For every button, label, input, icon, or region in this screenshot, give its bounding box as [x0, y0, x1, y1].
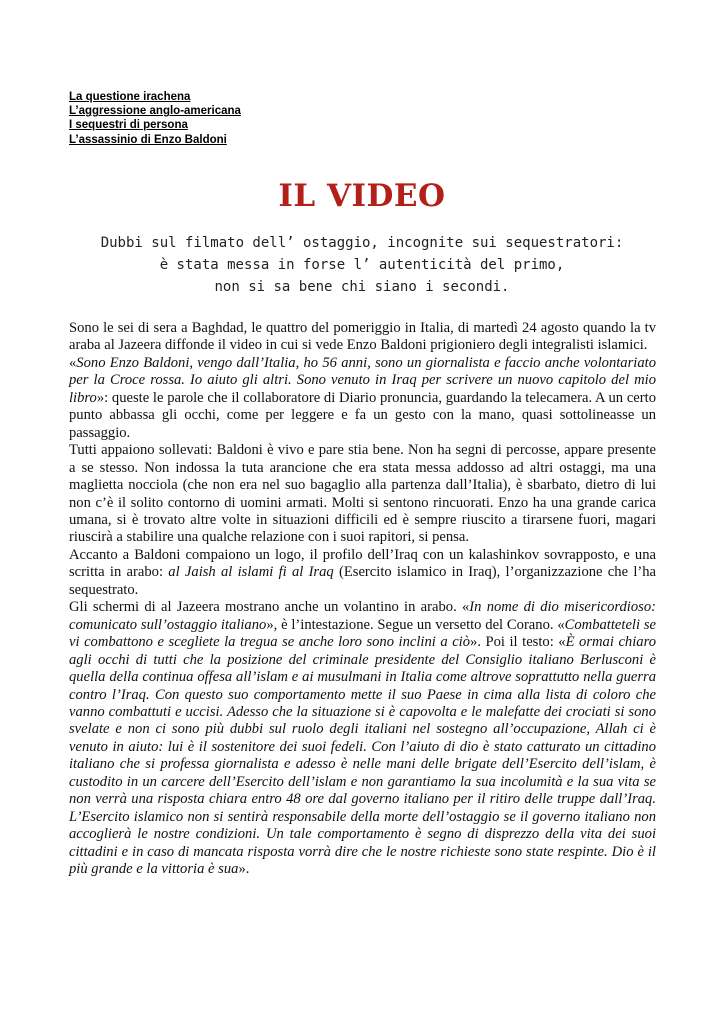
paragraph [69, 599, 656, 878]
subtitle-line: Dubbi sul filmato dell’ ostaggio, incognite sui sequestratori: [100, 235, 624, 251]
subtitle-line: non si sa bene chi siano i secondi. [214, 279, 510, 295]
text-run: ». [238, 861, 250, 878]
text-run: ». Poi il testo: « [470, 634, 566, 651]
subtitle [0, 232, 724, 298]
paragraph [69, 355, 656, 442]
italic-text: Sono Enzo Baldoni, vengo dall’Italia, ho 56 anni, sono un giornalista e faccio anche volontariato per la Croce rossa. Io aiuto gli altri. Sono venuto in Iraq per scrivere un nuovo capitolo del mio libro [69, 354, 656, 406]
link-sequestri-di-persona[interactable]: I sequestri di persona [69, 119, 188, 132]
paragraph [69, 320, 656, 355]
italic-text: al Jaish al islami fi al Iraq [168, 564, 334, 581]
link-assassinio-enzo-baldoni[interactable]: L’assassinio di Enzo Baldoni [69, 133, 227, 146]
link-questione-irachena[interactable]: La questione irachena [69, 91, 191, 103]
text-run: Sono le sei di sera a Baghdad, le quattro del pomeriggio in Italia, di martedì 24 agosto quando la tv araba al Jazeera diffonde il video in cui si vede Enzo Baldoni prigioniero degli integralisti islamici. [69, 320, 656, 354]
text-run: »: queste le parole che il collaboratore di Diario pronuncia, guardando la telecamera. A un certo punto abbassa gli occhi, come per leggere e fa un gesto con la mano, quasi sottolineasse un passaggio. [69, 389, 656, 441]
text-run: », è l’intestazione. Segue un versetto del Corano. « [266, 616, 565, 633]
italic-text: Combatteteli se vi combattono e scegliete la tregua se anche loro sono inclini a ciò [69, 616, 656, 651]
text-run: « [69, 354, 77, 371]
paragraph [69, 442, 656, 547]
page-title: IL VIDEO [278, 178, 446, 214]
paragraph [69, 547, 656, 599]
text-run: Accanto a Baldoni compaiono un logo, il profilo dell’Iraq con un kalashinkov sovrapposto, e una scritta in arabo: [69, 546, 656, 581]
subtitle-line: è stata messa in forse l’ autenticità del primo, [159, 257, 565, 273]
link-aggressione-anglo-americana[interactable]: L’aggressione anglo-americana [69, 105, 241, 118]
text-run: (Esercito islamico in Iraq), l’organizzazione che l’ha sequestrato. [69, 564, 657, 598]
italic-text: È ormai chiaro agli occhi di tutti che la posizione del criminale presidente del Consiglio italiano Berlusconi è quella della continua offesa all’islam e ai musulmani in Italia come altrove soprattutto nella guerra contro l’Iraq. Con questo suo comportamento mette il suo Paese in cima alla lista di coloro che vanno combattuti e uccisi. Adesso che la situazione si è capovolta e le malefatte dei crociati si sono svelate e non ci sono più dubbi sul ruolo degli italiani nel sostegno all’occupazione, Allah ci è venuto in aiuto: lui è il sostenitore dei suoi fedeli. Con l’aiuto di dio è stato catturato un cittadino italiano che si professa giornalista e adesso è nelle mani delle brigate dell’Esercito dell’islam, è custodito in un carcere dell’Esercito dell’islam e non garantiamo la sua incolumità e la sua vita se non verrà una risposta chiara entro 48 ore dal governo italiano per il ritiro delle truppe dall’Iraq. L’Esercito islamico non si sentirà responsabile della morte dell’ostaggio se il governo italiano non accoglierà le nostre condizioni. Un tale comportamento è segno di disprezzo della vita dei suoi cittadini e in caso di mancata risposta vorrà dire che le nostre richieste sono state respinte. Dio è il più grande e la vittoria è sua [69, 634, 656, 878]
topic-links [69, 90, 241, 147]
text-run: Gli schermi di al Jazeera mostrano anche un volantino in arabo. « [69, 599, 470, 616]
article-body [69, 320, 656, 879]
italic-text: In nome di dio misericordioso: comunicato sull’ostaggio italiano [69, 599, 656, 633]
text-run: Tutti appaiono sollevati: Baldoni è vivo e pare stia bene. Non ha segni di percosse, appare presente a se stesso. Non indossa la tuta arancione che era stata messa addosso ad altri ostaggi, ma una maglietta nocciola (che non era nel suo bagaglio alla partenza dall’Italia), è sbarbato, dietro di lui non c’è il solito contorno di uomini armati. Molti si sentono rincuorati. Enzo ha una grande carica umana, si è trovato altre volte in situazioni difficili ed è sempre riuscito a tirarsene fuori, magari riuscirà a stabilire una qualche relazione con i suoi rapitori, si pensa. [69, 442, 656, 546]
